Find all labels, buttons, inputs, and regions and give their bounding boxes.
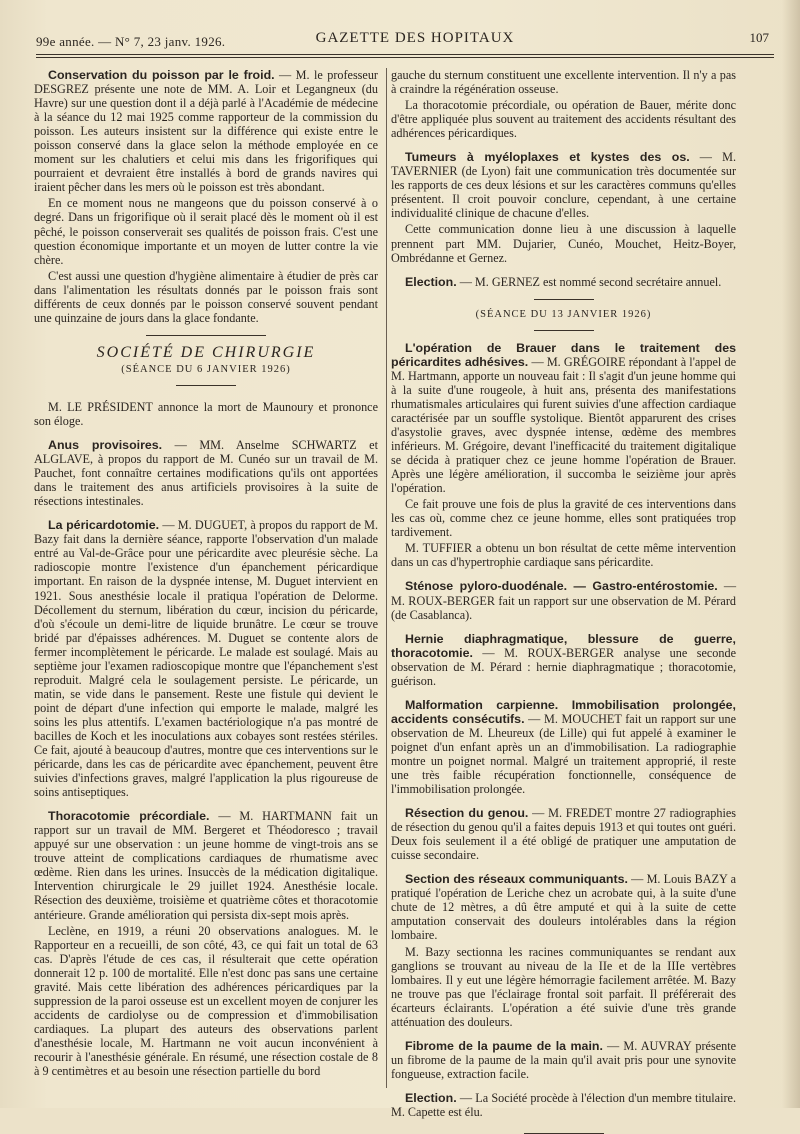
issue-info: 99e année. — N° 7, 23 janv. 1926. [36, 34, 226, 49]
paragraph: Ce fait prouve une fois de plus la gravité de ces interventions dans les cas où, comme chez ce jeune homme, elles sont pratiquées trop tardivement. [391, 497, 736, 540]
paragraph: Cette communication donne lieu à une discussion à laquelle prennent part MM. Dujarier, Cunéo, Mouchet, Heitz-Boyer, Ombrédanne et Gernez. [391, 222, 736, 265]
column-divider [386, 68, 387, 1088]
short-rule [534, 330, 594, 331]
paragraph: C'est aussi une question d'hygiène alimentaire à étudier de près car dans l'alimentation les résultats donnés par le poisson frais sont différents de ceux donnés par le poisson conservé souvent pendant une quinzaine de jours dans la glace fondante. [34, 268, 378, 325]
society-title: SOCIÉTÉ DE CHIRURGIE [96, 343, 316, 361]
article-thoracotomie: Thoracotomie précordiale. — M. HARTMANN fait un rapport sur un travail de MM. Bergeret et Théodoresco ; travail appuyé sur une observation : un jeune homme de vingt-trois ans se trouve atteint de complications cardiaques de rhumatisme avec œdème. Rien dans les urines. Insuccès de la médication digitalique. Intervention chirurgicale le 29 juillet 1924. Anesthésie locale. Résection des deuxième, troisième et quatrième côtes et thoracotomie antérieure. Grande amélioration qui persista dix-sept mois après. [34, 809, 378, 922]
article-election-2: Election. — La Société procède à l'élection d'un membre titulaire. M. Capette est élu. [391, 1090, 736, 1119]
article-genou: Résection du genou. — M. FREDET montre 27 radiographies de résection du genou qu'il a faites depuis 1913 et qui toutes ont guéri. Deux fois seulement il a été obligé de pratiquer une amputation de cuisse secondaire. [391, 806, 736, 863]
paragraph: En ce moment nous ne mangeons que du poisson conservé à o degré. Dans un frigorifique où il serait placé dès le moment où il est pêché, le poisson conserverait ses qualités de poisson frais. C'est une question économique importante et un moyen de lutter contre la vie chère. [34, 196, 378, 267]
article-fibrome: Fibrome de la paume de la main. — M. AUVRAY présente un fibrome de la paume de la main qu'il avait pris pour une synovite fongueuse, extraction facile. [391, 1038, 736, 1081]
article-hernie: Hernie diaphragmatique, blessure de guerre, thoracotomie. — M. ROUX-BERGER analyse une seconde observation de M. Pérard : hernie diaphragmatique ; thoracotomie, guérison. [391, 631, 736, 688]
article-pericardotomie: La péricardotomie. — M. DUGUET, à propos du rapport de M. Bazy fait dans la dernière séance, rapporte l'observation d'un malade entré au Val-de-Grâce pour une péricardite avec pleurésie sèche. La radioscopie montre l'existence d'un épanchement péricardique important. En raison de la dyspnée intense, M. Duguet intervient en 1921. Sous anesthésie locale il pratiqua l'opération de Delorme. Décollement du sternum, libération du cœur, incision du péricarde, d'où s'écoule un demi-litre de liquide brunâtre. Le cœur se trouve bridé par d'épaisses adhérences. M. Duguet se contente alors de fermer incomplètement le péricarde. Le malade est soulagé. Mais au septième jour l'examen radioscopique montre que l'épanchement s'est reproduit. Malgré cela le soulagement persiste. Le péricarde, un matin, se vide dans le pansement. Reste une fistule qui devient le point de départ d'une infection qui emporte le malade, malgré les soins les plus attentifs. L'examen bactériologique n'a pas montré de bacilles de Koch et les inoculations aux cobayes sont restées stériles. Ce fait, ajouté à beaucoup d'autres, montre que ces interventions sur le péricarde, dans les cas de péricardite avec épanchement, peuvent être suivies d'infections graves, malgré l'application la plus rigoureuse de soins antiseptiques. [34, 518, 378, 800]
paragraph: La thoracotomie précordiale, ou opération de Bauer, mérite donc d'être appliquée plus souvent au traitement des accidents résultant des adhérences péricardiques. [391, 98, 736, 141]
article-tumeurs: Tumeurs à myéloplaxes et kystes des os. — M. TAVERNIER (de Lyon) fait une communication très documentée sur les rapports de ces deux lésions et sur les caractères communs qu'elles présentent. Il croit pouvoir conclure, cependant, à une certaine individualité clinique de chacune d'elles. [391, 150, 736, 221]
article-brauer: L'opération de Brauer dans le traitement des péricardites adhésives. — M. GRÉGOIRE répondant à l'appel de M. Hartmann, apporte un nouveau fait : Il s'agit d'un jeune homme qui à la suite d'une rougeole, à huit ans, présenta des manifestations rhumatismales articulaires qui furent suivies d'une affection cardiaque caractérisée par un souffle systolique. Bientôt apparurent des crises d'asystolie graves, avec dyspnée intense, œdème des membres inférieurs. M. Grégoire, devant l'inefficacité du traitement digitalique se décida à pratiquer chez ce jeune homme l'opération de Brauer. Après une légère amélioration, il succomba le seizième jour après l'opération. [391, 340, 736, 496]
paragraph: M. Bazy sectionna les racines communiquantes se rendant aux ganglions se trouvant au niveau de la IIe et de la IIIe vertèbres lombaires. Il y eut une légère hémorragie facilement arrêtée. M. Bazy ne trouve pas que l'éclairage frontal soit parfait. Il préférerait des écarteurs éclairants. L'opération a été suivie d'une très grande atténuation des douleurs. [391, 944, 736, 1029]
paragraph: M. TUFFIER a obtenu un bon résultat de cette même intervention dans un cas d'hypertrophie cardiaque sans péricardite. [391, 541, 736, 570]
article-election: Election. — M. GERNEZ est nommé second secrétaire annuel. [405, 274, 722, 289]
paragraph: gauche du sternum constituent une excellente intervention. Il n'y a pas à craindre la régénération osseuse. [391, 68, 736, 97]
right-column [391, 68, 736, 1134]
article-reseaux: Section des réseaux communiquants. — M. Louis BAZY a pratiqué l'opération de Leriche chez un acrobate qui, à la suite d'une chute de 12 mètres, a dû être amputé et qui à la suite de cette amputation conservait des douleurs intolérables dans la région lombaire. [391, 872, 736, 943]
paragraph: Leclène, en 1919, a réuni 20 observations analogues. M. le Rapporteur en a recueilli, de son côté, 43, ce qui fait un total de 63 cas. D'après l'étude de ces cas, il résulterait que cette opération donnerait 12 p. 100 de mortalité. Elle n'est donc pas sans une certaine gravité. Mais cette libération des adhérences péricardiques par la suppression de la paroi osseuse est un excellent moyen de conjurer les accidents de cardiolyse ou de compression et d'immobilisation cardiaques. La plupart des auteurs des observations parlent d'anesthésie locale, M. Hartmann ne voit aucun inconvénient à recourir à l'anesthésie générale. En résumé, une résection costale de 8 à 9 centimètres et au besoin une résection partielle du bord [34, 923, 378, 1079]
left-column [34, 68, 378, 1080]
article-poisson: Conservation du poisson par le froid. — M. le professeur DESGREZ présente une note de MM. A. Loir et Legangneux (du Havre) sur une question dont il a déjà parlé à l'Académie de médecine à la séance du 12 mai 1925 comme rapporteur de la commission du poisson. Les auteurs insistent sur la différence qui existe entre le poisson conservé dans la glace selon la méthode employée en ce moment sur les chalutiers et celui mis dans les frigorifiques qui pourraient et devraient être installés à bord de grands navires qui iraient pêcher dans les mers où le poisson est très abondant. [34, 68, 378, 195]
header-rule [36, 54, 774, 55]
short-rule [534, 299, 594, 300]
page-header [30, 24, 775, 54]
page-number: 107 [749, 30, 769, 45]
article-anus-provisoires: Anus provisoires. — MM. Anselme SCHWARTZ et ALGLAVE, à propos du rapport de M. Cunéo sur un travail de M. Pauchet, font connaître certaines modifications qu'ils ont apportées dans le traitement des anus artificiels provisoires à la suite de résections intestinales. [34, 438, 378, 509]
article-stenose: Sténose pyloro-duodénale. — Gastro-entérostomie. — M. ROUX-BERGER fait un rapport sur une observation de M. Pérard (de Casablanca). [391, 579, 737, 622]
journal-title: GAZETTE DES HOPITAUX [315, 30, 515, 46]
section-rule [146, 335, 266, 336]
paragraph: M. LE PRÉSIDENT annonce la mort de Maunoury et prononce son éloge. [34, 399, 378, 428]
article-malformation: Malformation carpienne. Immobilisation prolongée, accidents consécutifs. — M. MOUCHET fait un rapport sur une observation de M. Lheureux (de Lille) qui fut appelé à examiner le poignet d'un enfant après un an d'immobilisation. La radiographie montre un poignet normal. Malgré un traitement approprié, il reste une très faible récupération fonctionnelle, conséquence de l'immobilisation prolongée. [391, 697, 736, 797]
seance-date: (SÉANCE DU 13 JANVIER 1926) [475, 308, 652, 320]
page-edge-shadow [782, 0, 800, 1108]
header-rule-thin [36, 57, 774, 58]
seance-date: (SÉANCE DU 6 JANVIER 1926) [121, 363, 291, 375]
short-rule [176, 385, 236, 386]
